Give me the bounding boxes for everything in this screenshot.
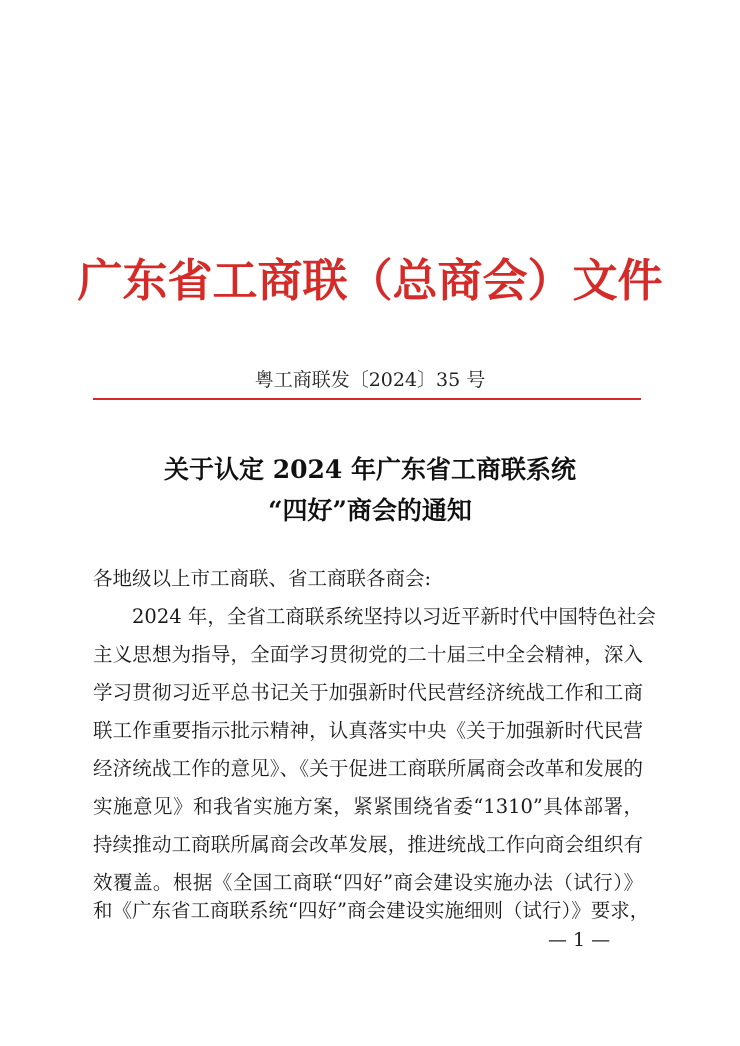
red-separator-line bbox=[93, 398, 641, 400]
body-line: 效覆盖。根据《全国工商联“四好”商会建设实施办法（试行）》 bbox=[93, 871, 643, 894]
page-number: — 1 — bbox=[548, 929, 611, 951]
body-line: 持续推动工商联所属商会改革发展，推进统战工作向商会组织有 bbox=[93, 833, 643, 856]
salutation: 各地级以上市工商联、省工商联各商会: bbox=[93, 567, 432, 590]
issuer-header-title: 广东省工商联（总商会）文件 bbox=[77, 254, 663, 307]
body-line: 经济统战工作的意见》、《关于促进工商联所属商会改革和发展的 bbox=[93, 757, 643, 780]
notice-title-line-1: 关于认定 2024 年广东省工商联系统 bbox=[164, 455, 576, 484]
body-line: 联工作重要指示批示精神，认真落实中央《关于加强新时代民营 bbox=[93, 719, 643, 742]
body-line: 2024 年，全省工商联系统坚持以习近平新时代中国特色社会 bbox=[132, 605, 656, 628]
document-number: 粤工商联发〔2024〕35 号 bbox=[254, 369, 486, 391]
body-line: 和《广东省工商联系统“四好”商会建设实施细则（试行）》要求， bbox=[93, 899, 650, 922]
body-line: 实施意见》和我省实施方案，紧紧围绕省委“1310”具体部署， bbox=[93, 795, 643, 818]
body-line: 主义思想为指导，全面学习贯彻党的二十届三中全会精神，深入 bbox=[93, 643, 643, 666]
body-line: 学习贯彻习近平总书记关于加强新时代民营经济统战工作和工商 bbox=[93, 681, 643, 704]
notice-title-line-2: “四好”商会的通知 bbox=[268, 496, 472, 525]
